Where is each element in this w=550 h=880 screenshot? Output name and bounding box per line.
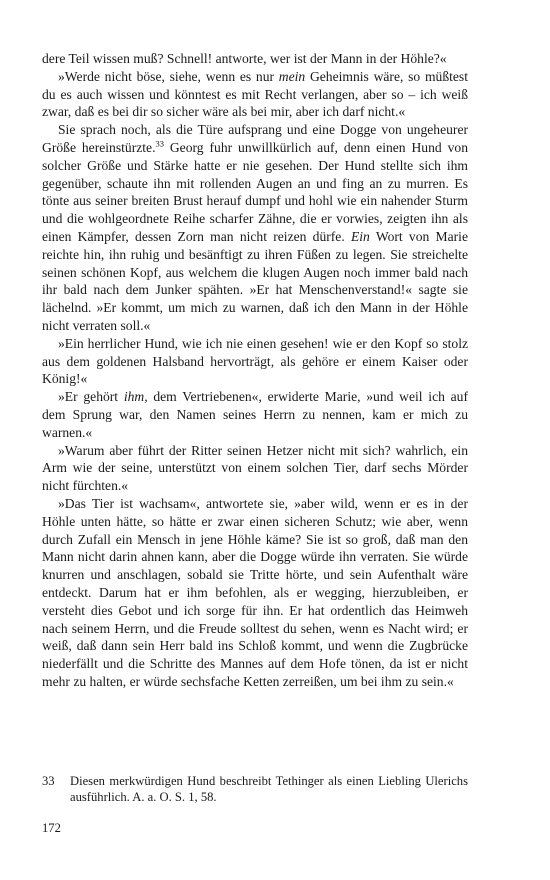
paragraph	[42, 68, 468, 121]
footnote-text: Diesen merkwürdigen Hund beschreibt Tethinger als einen Liebling Ulerichs ausführlich. A. a. O. S. 1, 58.	[70, 774, 468, 804]
paragraph-text: dere Teil wissen muß? Schnell! antworte, wer ist der Mann in der Höhle?«	[42, 51, 447, 66]
footnote-number: 33	[42, 774, 55, 788]
paragraph-text: Wort von Marie reichte hin, ihn ruhig und besänftigt zu ihren Füßen zu legen. Sie streichelte seinen schönen Kopf, aus welchem die klugen Augen noch immer bald nach ihr bald nach dem Junker spähten. »Er hat Menschenverstand!« sagte sie lächelnd. »Er kommt, um mich zu warnen, daß ich den Mann in der Höhle nicht verraten soll.«	[42, 228, 468, 333]
paragraph-text: »Warum aber führt der Ritter seinen Hetzer nicht mit sich? wahrlich, ein Arm wie der seine, unterstützt von einem solchen Tier, darf sechs Mörder nicht fürchten.«	[42, 442, 468, 494]
paragraph	[42, 121, 468, 335]
paragraph-text: Georg fuhr unwillkürlich auf, denn einen Hund von solcher Größe und Stärke hatte er nie gesehen. Der Hund stellte sich ihm gegenüber, schaute ihn mit rollenden Augen an und fing an zu murren. Es tönte aus seiner breiten Brust herauf dumpf und hohl wie ein nahender Sturm und die wohlgeordnete Reihe scharfer Zähne, die er vorwies, zeigten ihn als einen Kämpfer, dessen Zorn man nicht reizen dürfe.	[42, 139, 468, 244]
paragraph	[42, 50, 468, 68]
paragraph-text: Sie sprach noch, als die Türe aufsprang und eine Dogge von ungeheurer Größe hereinstürzte.	[42, 122, 468, 155]
emphasis-text: ihm,	[123, 389, 148, 405]
footnote-reference: 33	[155, 138, 164, 149]
footnote	[42, 774, 468, 805]
paragraph	[42, 335, 468, 388]
page-number: 172	[42, 821, 61, 835]
paragraph	[42, 388, 468, 441]
paragraph	[42, 442, 468, 495]
paragraph	[42, 495, 468, 691]
paragraph-text: Geheimnis wäre, so müßtest du es auch wissen und könntest es mit Recht verlangen, aber so – ich weiß zwar, daß es bei dir so sicher wäre als bei mir, aber ich darf nicht.«	[42, 68, 468, 120]
emphasis-text: Ein	[350, 228, 370, 244]
emphasis-text: mein	[278, 68, 306, 84]
paragraph-text: »Das Tier ist wachsam«, antwortete sie, »aber wild, wenn er es in der Höhle unten hätte, so hätte er zwar einen sicheren Schutz; wie aber, wenn durch Zufall ein Mensch in jene Höhle käme? Sie ist so groß, daß man den Mann nicht darin ahnen kann, aber die Dogge würde ihn verraten. Sie würde knurren und anschlagen, sobald sie Tritte hörte, und sein Aufenthalt wäre entdeckt. Darum hat er ihm befohlen, als er wegging, hierzubleiben, er versteht dies Gebot und ich sorge für ihn. Er hat ordentlich das Heimweh nach seinem Herrn, und die Freude solltest du sehen, wenn es Nacht wird; er weiß, daß dann sein Herr bald ins Schloß kommt, und wenn die Zugbrücke niederfällt und die Schritte des Mannes auf dem Hofe tönen, da ist er nicht mehr zu halten, er würde sechsfache Ketten zerreißen, um bei ihm zu sein.«	[42, 495, 468, 689]
paragraph-text: dem Vertriebenen«, erwiderte Marie, »und weil ich auf dem Sprung war, den Namen seines Herrn zu nennen, kam er mich zu warnen.«	[42, 389, 469, 440]
paragraph-text: »Werde nicht böse, siehe, wenn es nur	[58, 68, 279, 84]
body-text	[42, 50, 468, 691]
paragraph-text: »Ein herrlicher Hund, wie ich nie einen gesehen! wie er den Kopf so stolz aus dem goldenen Halsband hervorträgt, als gehöre er einem Kaiser oder König!«	[42, 335, 468, 387]
paragraph-text: »Er gehört	[58, 389, 124, 405]
